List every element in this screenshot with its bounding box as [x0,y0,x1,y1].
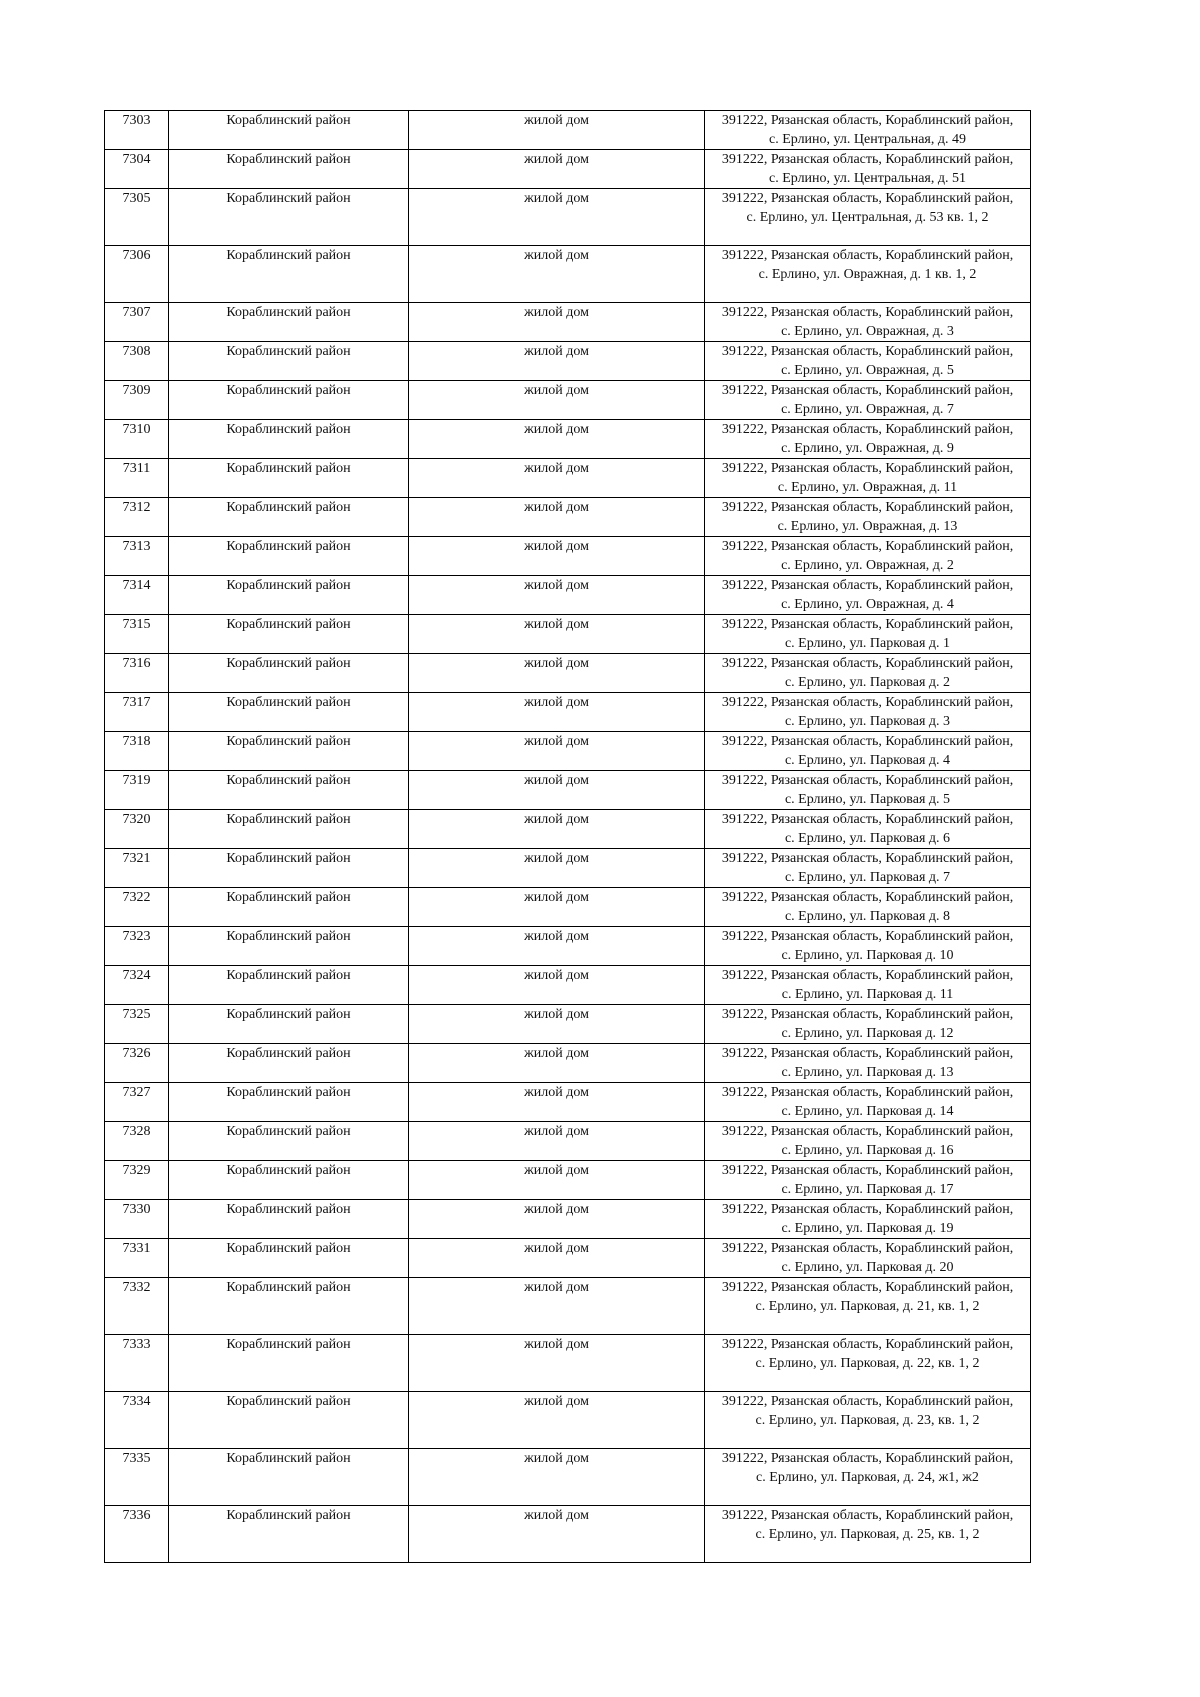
table-row [105,498,1031,537]
district-cell: Кораблинский район [169,1278,409,1335]
object-type-cell: жилой дом [409,1083,705,1122]
address-line-region: 391222, Рязанская область, Кораблинский район, [721,1007,1014,1022]
district-cell: Кораблинский район [169,849,409,888]
address-line-region: 391222, Рязанская область, Кораблинский район, [721,461,1014,476]
object-type-cell: жилой дом [409,615,705,654]
address-cell [705,303,1031,342]
object-type-cell: жилой дом [409,576,705,615]
address-line-region: 391222, Рязанская область, Кораблинский район, [721,1451,1014,1466]
address-cell [705,1506,1031,1563]
district-cell: Кораблинский район [169,420,409,459]
address-line-street: с. Ерлино, ул. Овражная, д. 9 [781,441,954,456]
record-number: 7307 [105,303,169,342]
record-number: 7320 [105,810,169,849]
table-row [105,966,1031,1005]
district-cell: Кораблинский район [169,1005,409,1044]
district-cell: Кораблинский район [169,459,409,498]
address-line-street: с. Ерлино, ул. Парковая д. 10 [781,948,954,963]
district-cell: Кораблинский район [169,654,409,693]
district-cell: Кораблинский район [169,771,409,810]
address-line-region: 391222, Рязанская область, Кораблинский район, [721,422,1014,437]
record-number: 7331 [105,1239,169,1278]
housing-registry-table [104,110,1031,1563]
district-cell: Кораблинский район [169,732,409,771]
address-line-region: 391222, Рязанская область, Кораблинский район, [721,305,1014,320]
address-line-street: с. Ерлино, ул. Овражная, д. 1 кв. 1, 2 [758,267,977,282]
table-row [105,615,1031,654]
address-line-street: с. Ерлино, ул. Парковая д. 5 [784,792,951,807]
address-line-region: 391222, Рязанская область, Кораблинский район, [721,1394,1014,1409]
object-type-cell: жилой дом [409,771,705,810]
table-row [105,1278,1031,1335]
address-line-region: 391222, Рязанская область, Кораблинский район, [721,152,1014,167]
table-row [105,810,1031,849]
record-number: 7329 [105,1161,169,1200]
address-line-street: с. Ерлино, ул. Овражная, д. 3 [781,324,954,339]
table-row [105,111,1031,150]
record-number: 7328 [105,1122,169,1161]
record-number: 7317 [105,693,169,732]
address-line-street: с. Ерлино, ул. Парковая д. 2 [784,675,951,690]
table-row [105,189,1031,246]
address-line-region: 391222, Рязанская область, Кораблинский район, [721,617,1014,632]
address-line-region: 391222, Рязанская область, Кораблинский район, [721,773,1014,788]
object-type-cell: жилой дом [409,693,705,732]
address-line-street: с. Ерлино, ул. Парковая д. 1 [784,636,951,651]
address-cell [705,927,1031,966]
object-type-cell: жилой дом [409,1239,705,1278]
address-line-region: 391222, Рязанская область, Кораблинский район, [721,1508,1014,1523]
table-row [105,732,1031,771]
district-cell: Кораблинский район [169,1200,409,1239]
record-number: 7315 [105,615,169,654]
address-line-street: с. Ерлино, ул. Парковая д. 7 [784,870,951,885]
table-row [105,1005,1031,1044]
table-row [105,342,1031,381]
address-line-region: 391222, Рязанская область, Кораблинский район, [721,890,1014,905]
address-line-street: с. Ерлино, ул. Овражная, д. 7 [781,402,954,417]
table-row [105,1335,1031,1392]
address-line-region: 391222, Рязанская область, Кораблинский район, [721,1046,1014,1061]
address-cell [705,1278,1031,1335]
object-type-cell: жилой дом [409,150,705,189]
address-line-street: с. Ерлино, ул. Парковая д. 13 [781,1065,954,1080]
address-cell [705,966,1031,1005]
address-line-region: 391222, Рязанская область, Кораблинский район, [721,113,1014,128]
address-line-street: с. Ерлино, ул. Парковая д. 20 [781,1260,954,1275]
address-line-region: 391222, Рязанская область, Кораблинский район, [721,734,1014,749]
address-line-region: 391222, Рязанская область, Кораблинский район, [721,1085,1014,1100]
address-cell [705,1449,1031,1506]
address-cell [705,420,1031,459]
record-number: 7335 [105,1449,169,1506]
address-cell [705,1161,1031,1200]
address-line-street: с. Ерлино, ул. Овражная, д. 5 [781,363,954,378]
district-cell: Кораблинский район [169,381,409,420]
object-type-cell: жилой дом [409,1161,705,1200]
record-number: 7305 [105,189,169,246]
object-type-cell: жилой дом [409,246,705,303]
object-type-cell: жилой дом [409,1449,705,1506]
district-cell: Кораблинский район [169,342,409,381]
table-row [105,150,1031,189]
object-type-cell: жилой дом [409,342,705,381]
table-row [105,1083,1031,1122]
district-cell: Кораблинский район [169,1239,409,1278]
address-cell [705,576,1031,615]
address-line-region: 391222, Рязанская область, Кораблинский район, [721,968,1014,983]
table-row [105,303,1031,342]
address-cell [705,693,1031,732]
object-type-cell: жилой дом [409,189,705,246]
table-row [105,1161,1031,1200]
object-type-cell: жилой дом [409,1044,705,1083]
table-row [105,537,1031,576]
address-line-street: с. Ерлино, ул. Центральная, д. 49 [768,132,966,147]
address-line-street: с. Ерлино, ул. Овражная, д. 11 [777,480,958,495]
address-cell [705,150,1031,189]
object-type-cell: жилой дом [409,1335,705,1392]
district-cell: Кораблинский район [169,303,409,342]
address-line-street: с. Ерлино, ул. Парковая д. 17 [781,1182,954,1197]
address-line-region: 391222, Рязанская область, Кораблинский район, [721,695,1014,710]
district-cell: Кораблинский район [169,1506,409,1563]
object-type-cell: жилой дом [409,1392,705,1449]
address-line-street: с. Ерлино, ул. Парковая д. 3 [784,714,951,729]
record-number: 7330 [105,1200,169,1239]
table-body [105,111,1031,1563]
object-type-cell: жилой дом [409,927,705,966]
table-row [105,771,1031,810]
address-line-region: 391222, Рязанская область, Кораблинский район, [721,248,1014,263]
address-line-street: с. Ерлино, ул. Парковая д. 4 [784,753,951,768]
district-cell: Кораблинский район [169,1335,409,1392]
record-number: 7327 [105,1083,169,1122]
address-cell [705,810,1031,849]
district-cell: Кораблинский район [169,576,409,615]
record-number: 7306 [105,246,169,303]
object-type-cell: жилой дом [409,303,705,342]
address-line-street: с. Ерлино, ул. Парковая д. 8 [784,909,951,924]
address-cell [705,537,1031,576]
address-cell [705,1122,1031,1161]
record-number: 7334 [105,1392,169,1449]
address-line-street: с. Ерлино, ул. Овражная, д. 2 [781,558,954,573]
record-number: 7324 [105,966,169,1005]
address-cell [705,381,1031,420]
object-type-cell: жилой дом [409,1005,705,1044]
table-row [105,1200,1031,1239]
record-number: 7325 [105,1005,169,1044]
address-cell [705,1005,1031,1044]
address-line-region: 391222, Рязанская область, Кораблинский район, [721,812,1014,827]
table-row [105,1392,1031,1449]
record-number: 7333 [105,1335,169,1392]
address-line-street: с. Ерлино, ул. Парковая д. 14 [781,1104,954,1119]
district-cell: Кораблинский район [169,966,409,1005]
address-line-region: 391222, Рязанская область, Кораблинский район, [721,344,1014,359]
address-cell [705,1200,1031,1239]
object-type-cell: жилой дом [409,654,705,693]
address-line-region: 391222, Рязанская область, Кораблинский район, [721,1202,1014,1217]
record-number: 7313 [105,537,169,576]
address-line-region: 391222, Рязанская область, Кораблинский район, [721,1163,1014,1178]
object-type-cell: жилой дом [409,1506,705,1563]
address-cell [705,1392,1031,1449]
district-cell: Кораблинский район [169,1161,409,1200]
district-cell: Кораблинский район [169,1044,409,1083]
district-cell: Кораблинский район [169,189,409,246]
object-type-cell: жилой дом [409,1278,705,1335]
record-number: 7308 [105,342,169,381]
table-row [105,1506,1031,1563]
record-number: 7314 [105,576,169,615]
address-line-street: с. Ерлино, ул. Парковая д. 11 [781,987,954,1002]
object-type-cell: жилой дом [409,849,705,888]
record-number: 7310 [105,420,169,459]
address-line-street: с. Ерлино, ул. Парковая д. 19 [781,1221,954,1236]
district-cell: Кораблинский район [169,1392,409,1449]
address-line-street: с. Ерлино, ул. Парковая, д. 24, ж1, ж2 [756,1470,979,1485]
district-cell: Кораблинский район [169,1449,409,1506]
address-cell [705,1239,1031,1278]
address-line-region: 391222, Рязанская область, Кораблинский район, [721,1280,1014,1295]
address-cell [705,498,1031,537]
address-cell [705,111,1031,150]
district-cell: Кораблинский район [169,150,409,189]
district-cell: Кораблинский район [169,111,409,150]
address-line-street: с. Ерлино, ул. Центральная, д. 53 кв. 1, 2 [746,210,989,225]
table-row [105,693,1031,732]
address-cell [705,888,1031,927]
table-row [105,576,1031,615]
district-cell: Кораблинский район [169,1122,409,1161]
object-type-cell: жилой дом [409,888,705,927]
record-number: 7304 [105,150,169,189]
address-line-street: с. Ерлино, ул. Парковая д. 6 [784,831,951,846]
address-line-region: 391222, Рязанская область, Кораблинский район, [721,578,1014,593]
address-cell [705,732,1031,771]
table-row [105,246,1031,303]
record-number: 7336 [105,1506,169,1563]
address-cell [705,849,1031,888]
record-number: 7316 [105,654,169,693]
address-cell [705,1044,1031,1083]
object-type-cell: жилой дом [409,1122,705,1161]
address-line-region: 391222, Рязанская область, Кораблинский район, [721,1337,1014,1352]
address-line-street: с. Ерлино, ул. Парковая, д. 23, кв. 1, 2 [755,1413,980,1428]
object-type-cell: жилой дом [409,1200,705,1239]
table-row [105,888,1031,927]
object-type-cell: жилой дом [409,732,705,771]
address-line-street: с. Ерлино, ул. Парковая д. 12 [781,1026,954,1041]
table-row [105,1044,1031,1083]
address-cell [705,189,1031,246]
table-row [105,927,1031,966]
address-cell [705,1335,1031,1392]
address-line-region: 391222, Рязанская область, Кораблинский район, [721,929,1014,944]
district-cell: Кораблинский район [169,888,409,927]
address-line-street: с. Ерлино, ул. Парковая, д. 21, кв. 1, 2 [755,1299,980,1314]
address-line-region: 391222, Рязанская область, Кораблинский район, [721,851,1014,866]
object-type-cell: жилой дом [409,537,705,576]
table-row [105,420,1031,459]
address-cell [705,615,1031,654]
table-row [105,849,1031,888]
address-cell [705,459,1031,498]
record-number: 7303 [105,111,169,150]
address-cell [705,246,1031,303]
address-cell [705,654,1031,693]
district-cell: Кораблинский район [169,615,409,654]
record-number: 7323 [105,927,169,966]
address-cell [705,771,1031,810]
object-type-cell: жилой дом [409,966,705,1005]
table-row [105,654,1031,693]
address-line-street: с. Ерлино, ул. Овражная, д. 13 [777,519,958,534]
object-type-cell: жилой дом [409,420,705,459]
address-cell [705,1083,1031,1122]
address-line-region: 391222, Рязанская область, Кораблинский район, [721,191,1014,206]
object-type-cell: жилой дом [409,810,705,849]
table-row [105,1122,1031,1161]
address-line-region: 391222, Рязанская область, Кораблинский район, [721,500,1014,515]
table-row [105,1239,1031,1278]
object-type-cell: жилой дом [409,381,705,420]
district-cell: Кораблинский район [169,693,409,732]
record-number: 7332 [105,1278,169,1335]
record-number: 7311 [105,459,169,498]
record-number: 7326 [105,1044,169,1083]
record-number: 7322 [105,888,169,927]
address-line-street: с. Ерлино, ул. Парковая д. 16 [781,1143,954,1158]
district-cell: Кораблинский район [169,498,409,537]
district-cell: Кораблинский район [169,246,409,303]
record-number: 7319 [105,771,169,810]
address-line-region: 391222, Рязанская область, Кораблинский район, [721,539,1014,554]
district-cell: Кораблинский район [169,1083,409,1122]
record-number: 7321 [105,849,169,888]
table-row [105,459,1031,498]
address-line-street: с. Ерлино, ул. Центральная, д. 51 [768,171,966,186]
address-line-region: 391222, Рязанская область, Кораблинский район, [721,1241,1014,1256]
record-number: 7309 [105,381,169,420]
address-cell [705,342,1031,381]
record-number: 7318 [105,732,169,771]
address-line-region: 391222, Рязанская область, Кораблинский район, [721,1124,1014,1139]
district-cell: Кораблинский район [169,537,409,576]
object-type-cell: жилой дом [409,111,705,150]
object-type-cell: жилой дом [409,459,705,498]
table-row [105,381,1031,420]
address-line-street: с. Ерлино, ул. Парковая, д. 22, кв. 1, 2 [755,1356,980,1371]
address-line-region: 391222, Рязанская область, Кораблинский район, [721,383,1014,398]
address-line-street: с. Ерлино, ул. Парковая, д. 25, кв. 1, 2 [755,1527,980,1542]
table-row [105,1449,1031,1506]
address-line-region: 391222, Рязанская область, Кораблинский район, [721,656,1014,671]
address-line-street: с. Ерлино, ул. Овражная, д. 4 [781,597,954,612]
object-type-cell: жилой дом [409,498,705,537]
district-cell: Кораблинский район [169,810,409,849]
record-number: 7312 [105,498,169,537]
district-cell: Кораблинский район [169,927,409,966]
